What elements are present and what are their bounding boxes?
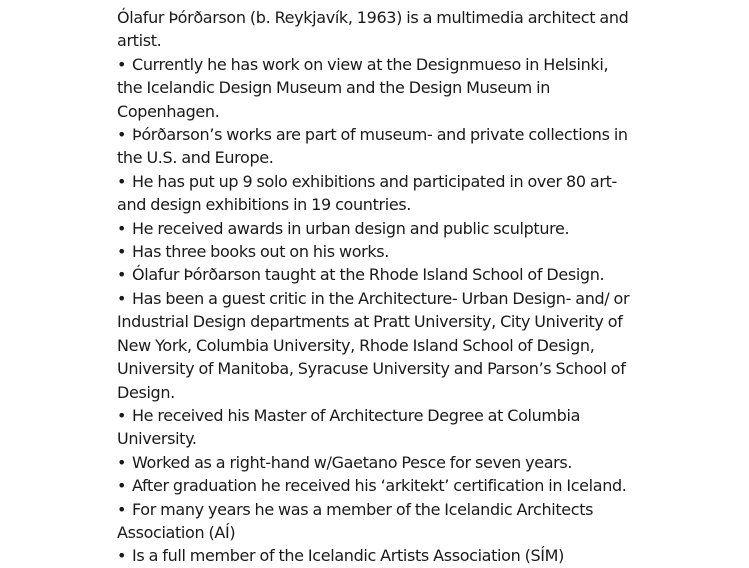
bullet-marker: • [117, 405, 127, 425]
list-item [117, 123, 637, 170]
bullet-marker: • [117, 171, 127, 191]
list-item-text: He received his Master of Architecture Degree at Columbia University. [117, 405, 581, 449]
list-item-text: He has put up 9 solo exhibitions and participated in over 80 art- and design exhibitions in 19 countries. [117, 171, 617, 215]
bullet-marker: • [117, 452, 127, 472]
bullet-marker: • [117, 218, 127, 238]
bullet-marker: • [117, 499, 127, 519]
list-item [117, 544, 637, 567]
bio-text-block [117, 6, 637, 568]
bullet-marker: • [117, 265, 127, 285]
list-item [117, 53, 637, 123]
bullet-marker: • [117, 242, 127, 262]
list-item-text: Þórðarson’s works are part of museum- and private collections in the U.S. and Europe. [117, 125, 628, 168]
list-item-text: Currently he has work on view at the Designmueso in Helsinki, the Icelandic Design Museum and the Design Museum in Copenhagen. [117, 54, 609, 121]
list-item [117, 240, 637, 263]
list-item-text: Has three books out on his works. [132, 242, 389, 262]
list-item-text: Worked as a right-hand w/Gaetano Pesce for seven years. [132, 452, 573, 472]
list-item-text: After graduation he received his ‘arkitekt’ certification in Iceland. [132, 476, 627, 496]
list-item [117, 287, 637, 404]
list-item [117, 263, 637, 286]
bio-intro: Ólafur Þórðarson (b. Reykjavík, 1963) is a multimedia architect and artist. [117, 8, 629, 51]
list-item [117, 170, 637, 217]
list-item-text: Is a full member of the Icelandic Artists Association (SÍM) [132, 546, 565, 566]
list-item-text: Ólafur Þórðarson taught at the Rhode Island School of Design. [132, 265, 605, 285]
list-item-text: He received awards in urban design and public sculpture. [132, 218, 570, 238]
list-item [117, 474, 637, 497]
bullet-marker: • [117, 476, 127, 496]
bullet-marker: • [117, 125, 127, 145]
list-item-text: Has been a guest critic in the Architecture- Urban Design- and/ or Industrial Design departments at Pratt University, City Univerity of New York, Columbia University, Rhode Island School of Design, University of Manitoba, Syracuse University and Parson’s School of Design. [117, 288, 630, 402]
list-item [117, 217, 637, 240]
bullet-marker: • [117, 546, 127, 566]
list-item [117, 404, 637, 451]
bullet-marker: • [117, 54, 127, 74]
list-item-text: For many years he was a member of the Icelandic Architects Association (AÍ) [117, 499, 594, 542]
list-item [117, 498, 637, 545]
list-item [117, 451, 637, 474]
bullet-marker: • [117, 288, 127, 308]
